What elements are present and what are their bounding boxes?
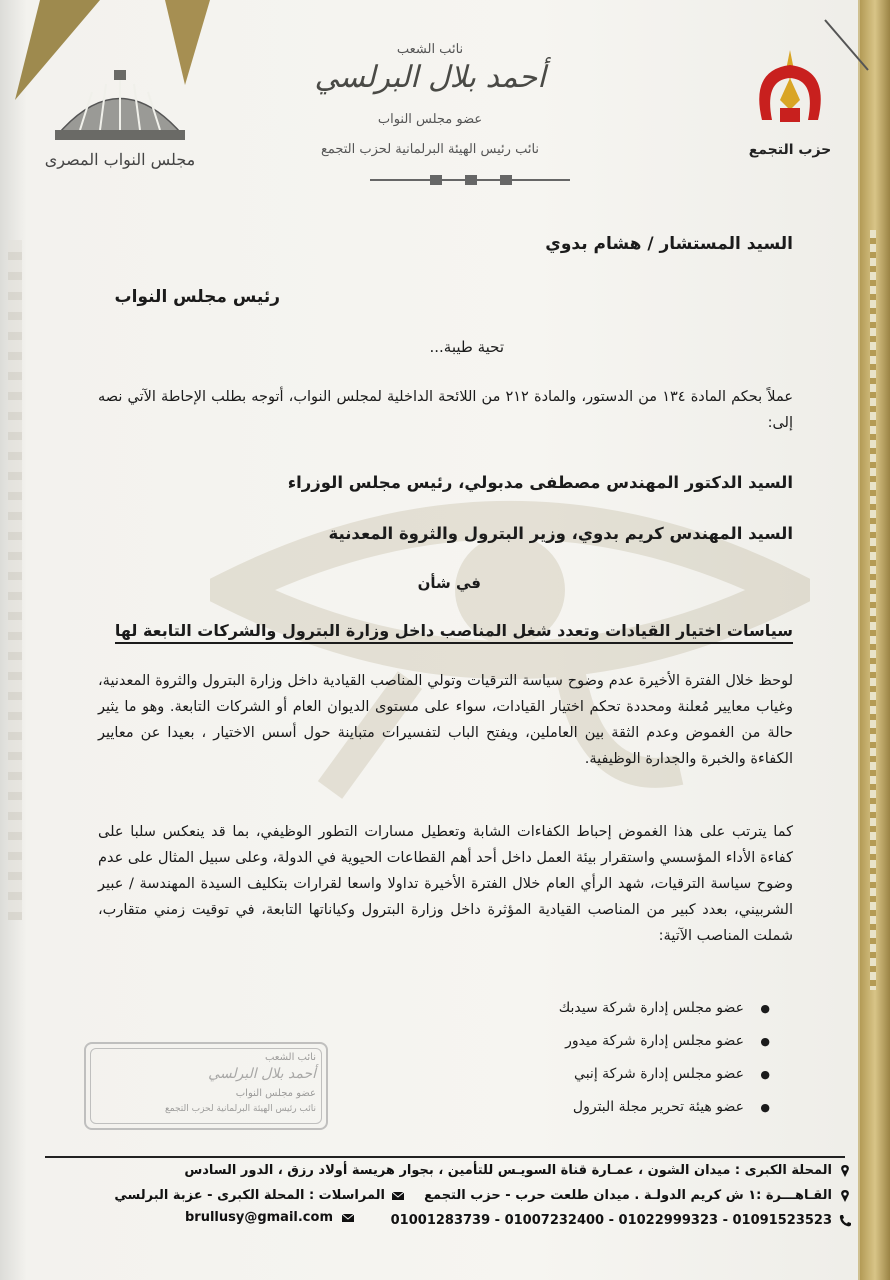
role-line: نائب رئيس الهيئة البرلمانية لحزب التجمع [320, 142, 540, 157]
footer-correspondence [114, 1188, 405, 1203]
about-label: في شأن [417, 574, 481, 592]
footer-phones [391, 1213, 852, 1228]
official-stamp [84, 1042, 328, 1130]
stamp-line-4: نائب رئيس الهيئة البرلمانية لحزب التجمع [165, 1104, 316, 1114]
member-line: عضو مجلس النواب [377, 112, 483, 127]
footer-address-2 [424, 1188, 852, 1203]
stamp-line-3: عضو مجلس النواب [235, 1088, 316, 1099]
recipient-title: رئيس مجلس النواب [114, 287, 280, 307]
subject-line: سياسات اختيار القيادات وتعدد شغل المناصب داخل وزارة البترول والشركات التابعة لها [115, 621, 793, 644]
mail-icon [391, 1189, 405, 1203]
recipient: السيد المستشار / هشام بدوي [545, 234, 793, 254]
list-item: ● عضو مجلس إدارة شركة إنبي [470, 1058, 770, 1091]
positions-list [470, 992, 770, 1124]
mail-icon [341, 1211, 355, 1225]
stamp-line-1: نائب الشعب [264, 1052, 316, 1063]
right-gold-border [860, 0, 890, 1280]
paragraph-1: لوحظ خلال الفترة الأخيرة عدم وضوح سياسة الترقيات وتولي المناصب القيادية داخل وزارة البترول والثروة المعدنية، وغياب معايير مُعلنة ومحددة تحكم اختيار القيادات، سواء على مستوى الديوان العام أو الشركات التابعة. وهو ما يثير حالة من الغموض وعدم الثقة بين العاملين، ويفتح الباب لتفسيرات متباينة حول أسس الاختيار ، بعيدا عن معايير الكفاءة والخبرة والجدارة الوظيفية. [98, 673, 793, 767]
phone-icon [838, 1214, 852, 1228]
addressee-2: السيد المهندس كريم بدوي، وزير البترول والثروة المعدنية [328, 524, 793, 543]
address-main: المحلة الكبرى : ميدان الشون ، عمـارة قناة السويـس للتأمين ، بجوار هريسة أولاد رزق ، الدور السادس [184, 1163, 832, 1178]
parliament-label: مجلس النواب المصرى [44, 150, 196, 169]
left-edge-pattern [8, 240, 22, 920]
correspondence-address: المراسلات : المحلة الكبرى - عزبة البرلسي [114, 1188, 385, 1203]
deputy-title: نائب الشعب [396, 42, 464, 57]
paragraph-2: كما يترتب على هذا الغموض إحباط الكفاءات الشابة وتعطيل مسارات التطور الوظيفي، بما قد ينعكس سلبا على كفاءة الأداء المؤسسي واستقرار بيئة العمل داخل أحد أهم القطاعات الحيوية في الدولة، وعلى سبيل المثال على عدم وضوح سياسة الترقيات، شهد الرأي العام خلال الفترة الأخيرة تداولا واسعا لقرارات بتكليف السيدة المهندسة / عبير الشربيني، بعدد كبير من المناصب القيادية المؤثرة داخل وزارة البترول وكياناتها التابعة، في توقيت زمني متقارب، شملت المناصب الآتية: [98, 824, 793, 944]
location-icon [838, 1189, 852, 1203]
footer-email [185, 1210, 355, 1225]
phone-numbers: 01091523523 - 01022999323 - 01007232400 - 01001283739 [390, 1213, 832, 1228]
list-item: ● عضو مجلس إدارة شركة ميدور [470, 1025, 770, 1058]
deputy-name: أحمد بلال البرلسي [314, 60, 546, 95]
footer-divider [45, 1156, 845, 1158]
stamp-line-2: أحمد بلال البرلسي [208, 1066, 316, 1082]
location-icon [838, 1164, 852, 1178]
header-divider-ornament [370, 170, 570, 190]
party-label: حزب التجمع [748, 142, 832, 158]
email-address[interactable]: brullusy@gmail.com [184, 1210, 333, 1225]
address-cairo: القـاهـــرة :١ ش كريم الدولـة . ميدان طلعت حرب - حزب التجمع [424, 1188, 832, 1203]
greeting: تحية طيبة... [429, 338, 504, 356]
intro-paragraph: عملاً بحكم المادة ١٣٤ من الدستور، والمادة ٢١٢ من اللائحة الداخلية لمجلس النواب، أتوجه بطلب الإحاطة الآتي نصه إلى: [98, 389, 793, 431]
footer-address-1 [184, 1163, 852, 1178]
list-item: ● عضو مجلس إدارة شركة سيدبك [470, 992, 770, 1025]
parliament-dome-logo [50, 70, 190, 150]
party-logo-icon [750, 40, 830, 140]
list-item: ● عضو هيئة تحرير مجلة البترول [470, 1091, 770, 1124]
addressee-1: السيد الدكتور المهندس مصطفى مدبولي، رئيس مجلس الوزراء [287, 473, 793, 492]
